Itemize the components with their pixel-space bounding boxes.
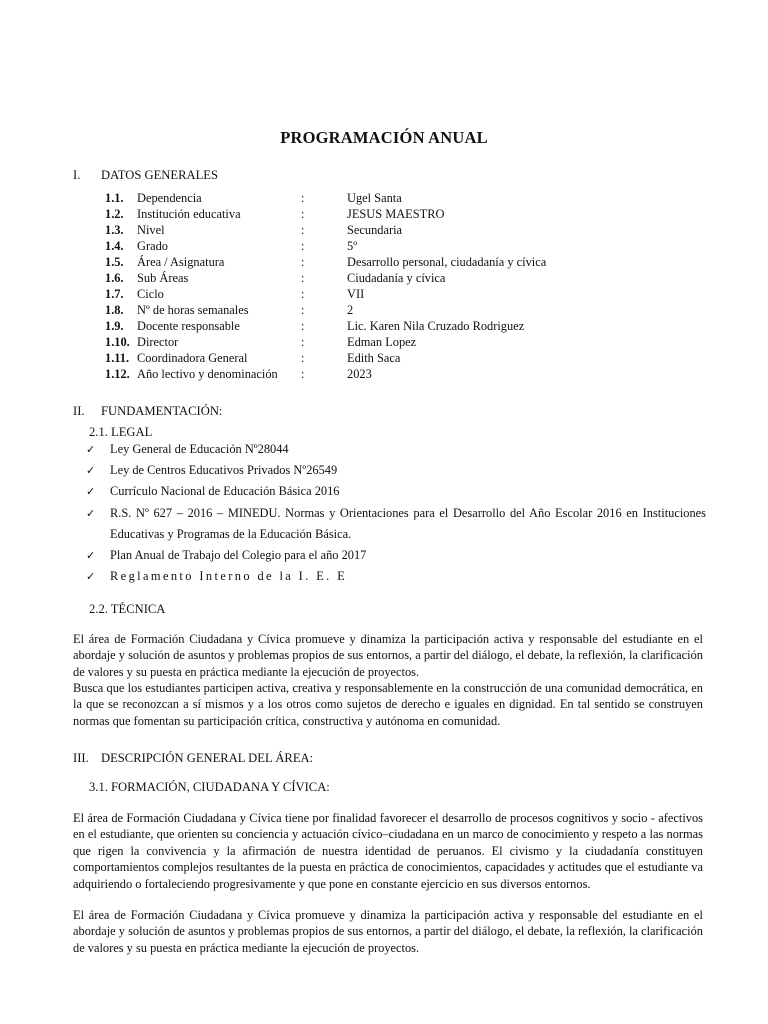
item-label: Nº de horas semanales xyxy=(137,303,249,317)
item-value: VII xyxy=(347,287,365,301)
legal-list-item xyxy=(86,481,706,502)
legal-item-text: Ley de Centros Educativos Privados Nº26549 xyxy=(110,463,338,477)
item-label: Área / Asignatura xyxy=(137,255,225,269)
item-number: 1.2. xyxy=(105,207,124,221)
subheading-legal: 2.1. LEGAL xyxy=(89,425,153,439)
item-label: Docente responsable xyxy=(137,319,240,333)
legal-item-text: Plan Anual de Trabajo del Colegio para el año 2017 xyxy=(110,548,367,562)
colon-separator: : xyxy=(301,223,305,237)
item-value: 2 xyxy=(347,303,354,317)
item-number: 1.12. xyxy=(105,367,130,381)
section-number: I. xyxy=(73,168,81,182)
item-value: Ciudadanía y cívica xyxy=(347,271,446,285)
legal-list-item xyxy=(86,439,706,460)
item-number: 1.8. xyxy=(105,303,124,317)
item-label: Ciclo xyxy=(137,287,164,301)
colon-separator: : xyxy=(301,255,305,269)
item-value: Edith Saca xyxy=(347,351,401,365)
paragraph-formacion-1: El área de Formación Ciudadana y Cívica tiene por finalidad favorecer el desarrollo de procesos cognitivos y socio - afectivos en el estudiante, que orienten su conciencia y actuación cívico–ciudadana en un marco de conocimiento y respeto a las normas que rigen la convivencia y la afirmación de nuestra identidad de peruanos. El civismo y la ciudadanía constituyen comportamientos complejos resultantes de la puesta en práctica de conocimientos, capacidades y actitudes que el estudiante va adquiriendo o fortaleciendo progresivamente y que pone en constante ejercicio en sus diversos entornos. xyxy=(73,811,703,891)
item-value: Edman Lopez xyxy=(347,335,417,349)
check-icon: ✓ xyxy=(86,485,96,498)
paragraph-tecnica-2: Busca que los estudiantes participen activa, creativa y responsablemente en la construcción de una comunidad democrática, en la que se reconozcan a sí mismos y a los otros como sujetos de derecho e iguales en dignidad. En tal sentido se construyen normas que fomentan su participación crítica, constructiva y autónoma en comunidad. xyxy=(73,681,703,728)
section-label: DESCRIPCIÓN GENERAL DEL ÁREA: xyxy=(101,751,314,765)
item-label: Dependencia xyxy=(137,191,202,205)
item-number: 1.6. xyxy=(105,271,124,285)
section-heading-fundamentacion xyxy=(73,404,222,419)
section-number: II. xyxy=(73,404,85,418)
item-value: Desarrollo personal, ciudadanía y cívica xyxy=(347,255,547,269)
legal-item-text: Ley General de Educación Nº28044 xyxy=(110,442,289,456)
paragraph-tecnica-1: El área de Formación Ciudadana y Cívica promueve y dinamiza la participación activa y responsable del estudiante en el abordaje y solución de asuntos y problemas propios de sus entornos, a partir del diálogo, el debate, la reflexión, la clarificación de valores y su puesta en práctica mediante la ejecución de proyectos. xyxy=(73,632,703,679)
item-value: 2023 xyxy=(347,367,372,381)
item-number: 1.5. xyxy=(105,255,124,269)
section-heading-descripcion xyxy=(73,751,313,766)
item-number: 1.1. xyxy=(105,191,124,205)
section-label: FUNDAMENTACIÓN: xyxy=(101,404,223,418)
section-label: DATOS GENERALES xyxy=(101,168,218,182)
page-title: PROGRAMACIÓN ANUAL xyxy=(280,128,488,147)
colon-separator: : xyxy=(301,271,305,285)
item-label: Nivel xyxy=(137,223,165,237)
item-label: Sub Áreas xyxy=(137,271,189,285)
check-icon: ✓ xyxy=(86,443,96,456)
item-value: JESUS MAESTRO xyxy=(347,207,445,221)
item-number: 1.7. xyxy=(105,287,124,301)
item-label: Institución educativa xyxy=(137,207,241,221)
item-label: Director xyxy=(137,335,179,349)
colon-separator: : xyxy=(301,287,305,301)
item-label: Grado xyxy=(137,239,168,253)
section-number: III. xyxy=(73,751,89,765)
colon-separator: : xyxy=(301,207,305,221)
item-number: 1.10. xyxy=(105,335,130,349)
subheading-tecnica: 2.2. TÉCNICA xyxy=(89,602,166,616)
item-number: 1.11. xyxy=(105,351,130,365)
item-value: Ugel Santa xyxy=(347,191,402,205)
check-icon: ✓ xyxy=(86,570,96,583)
check-icon: ✓ xyxy=(86,549,96,562)
item-label: Coordinadora General xyxy=(137,351,248,365)
subheading-formacion: 3.1. FORMACIÓN, CIUDADANA Y CÍVICA: xyxy=(89,780,330,794)
legal-list-item xyxy=(86,545,706,566)
check-icon: ✓ xyxy=(86,507,96,520)
item-value: Secundaria xyxy=(347,223,403,237)
colon-separator: : xyxy=(301,191,305,205)
legal-item-text: R.S. Nº 627 – 2016 – MINEDU. Normas y Orientaciones para el Desarrollo del Año Escolar 2016 en Instituciones Educativas y Programas de la Educación Básica. xyxy=(110,506,706,541)
colon-separator: : xyxy=(301,335,305,349)
paragraph-formacion-2: El área de Formación Ciudadana y Cívica promueve y dinamiza la participación activa y responsable del estudiante en el abordaje y solución de asuntos y problemas propios de sus entornos, a partir del diálogo, el debate, la reflexión, la clarificación de valores y su puesta en práctica mediante la ejecución de proyectos. xyxy=(73,908,703,955)
colon-separator: : xyxy=(301,367,305,381)
legal-item-text: Reglamento Interno de la I. E. E xyxy=(110,569,348,583)
colon-separator: : xyxy=(301,319,305,333)
legal-list-item xyxy=(86,566,706,587)
item-number: 1.9. xyxy=(105,319,124,333)
legal-list-item xyxy=(86,503,706,545)
item-value: Lic. Karen Nila Cruzado Rodriguez xyxy=(347,319,525,333)
check-icon: ✓ xyxy=(86,464,96,477)
colon-separator: : xyxy=(301,239,305,253)
section-heading-datos-generales xyxy=(73,168,218,183)
item-number: 1.3. xyxy=(105,223,124,237)
colon-separator: : xyxy=(301,351,305,365)
colon-separator: : xyxy=(301,303,305,317)
legal-item-text: Currículo Nacional de Educación Básica 2016 xyxy=(110,484,340,498)
item-label: Año lectivo y denominación xyxy=(137,367,278,381)
item-value: 5º xyxy=(347,239,358,253)
item-number: 1.4. xyxy=(105,239,124,253)
legal-list-item xyxy=(86,460,706,481)
